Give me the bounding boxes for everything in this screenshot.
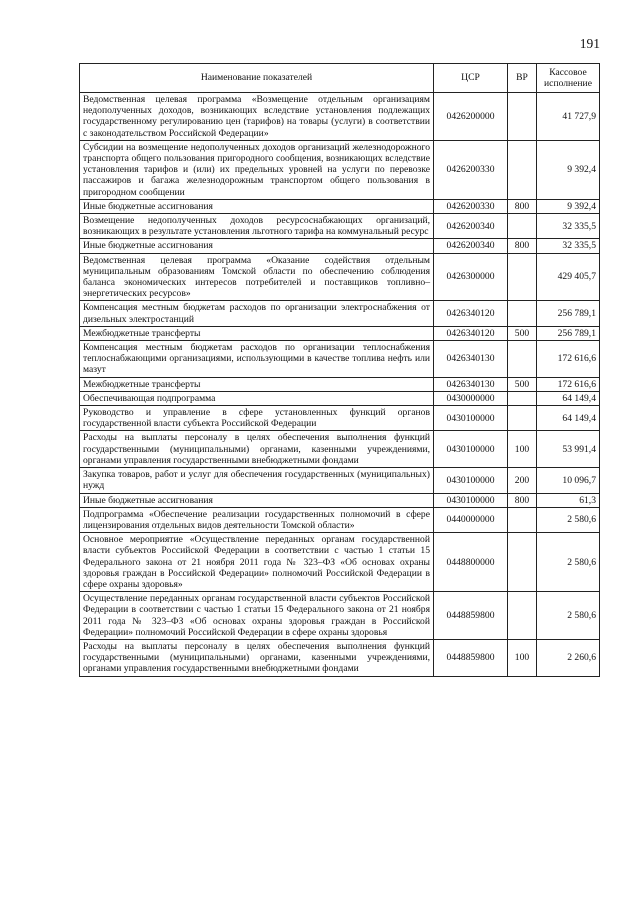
- cell-vr: [508, 533, 537, 592]
- cell-sum: 172 616,6: [537, 377, 600, 391]
- cell-sum: 64 149,4: [537, 406, 600, 431]
- cell-vr: [508, 341, 537, 378]
- cell-name: Расходы на выплаты персоналу в целях обеспечения выполнения функций государственными (муниципальными) органами, казенными учреждениями, органами управления государственными внебюджетными фондами: [80, 431, 434, 468]
- cell-csr: 0426200330: [434, 199, 508, 213]
- page-number: 191: [579, 36, 600, 51]
- cell-vr: [508, 253, 537, 301]
- cell-vr: [508, 214, 537, 239]
- cell-sum: 256 789,1: [537, 326, 600, 340]
- table-row: [80, 239, 600, 253]
- cell-vr: 800: [508, 493, 537, 507]
- cell-name: Осуществление переданных органам государственной власти субъектов Российской Федерации в соответствии с частью 1 статьи 15 Федерального закона от 21 ноября 2011 года № 323–ФЗ «Об основах охраны здоровья граждан в Российской Федерации» полномочий Российской Федерации в сфере охраны здоровья: [80, 592, 434, 640]
- table-row: [80, 377, 600, 391]
- table-row: [80, 93, 600, 141]
- cell-name: Межбюджетные трансферты: [80, 326, 434, 340]
- cell-csr: 0430100000: [434, 431, 508, 468]
- cell-csr: 0426340120: [434, 326, 508, 340]
- table-row: [80, 431, 600, 468]
- cell-vr: [508, 406, 537, 431]
- cell-name: Иные бюджетные ассигнования: [80, 199, 434, 213]
- cell-csr: 0426340130: [434, 341, 508, 378]
- table-row: [80, 391, 600, 405]
- cell-name: Расходы на выплаты персоналу в целях обеспечения выполнения функций государственными (муниципальными) органами, казенными учреждениями, органами управления государственными внебюджетными фондами: [80, 639, 434, 676]
- cell-name: Руководство и управление в сфере установленных функций органов государственной власти субъекта Российской Федерации: [80, 406, 434, 431]
- cell-vr: [508, 140, 537, 199]
- cell-name: Ведомственная целевая программа «Возмещение отдельным организациям недополученных доходов, возникающих вследствие установления подлежащих государственному регулированию цен (тарифов) на товары (услуги) в соответствии с законодательством Российской Федерации»: [80, 93, 434, 141]
- cell-csr: 0448800000: [434, 533, 508, 592]
- header-sum: Кассовое исполнение: [537, 64, 600, 93]
- cell-name: Межбюджетные трансферты: [80, 377, 434, 391]
- cell-vr: 800: [508, 239, 537, 253]
- cell-sum: 172 616,6: [537, 341, 600, 378]
- cell-vr: [508, 592, 537, 640]
- cell-name: Основное мероприятие «Осуществление переданных органам государственной власти субъектов Российской Федерации в соответствии с частью 1 статьи 15 Федерального закона от 21 ноября 2011 года № 323–ФЗ «Об основах охраны здоровья граждан в Российской Федерации» полномочий Российской Федерации в сфере охраны здоровья»: [80, 533, 434, 592]
- cell-csr: 0426200340: [434, 239, 508, 253]
- cell-vr: [508, 507, 537, 532]
- table-row: [80, 214, 600, 239]
- cell-sum: 61,3: [537, 493, 600, 507]
- cell-csr: 0426200000: [434, 93, 508, 141]
- cell-sum: 9 392,4: [537, 199, 600, 213]
- table-row: [80, 341, 600, 378]
- table-row: [80, 406, 600, 431]
- cell-csr: 0426340120: [434, 301, 508, 326]
- cell-sum: 53 991,4: [537, 431, 600, 468]
- table-row: [80, 468, 600, 493]
- cell-csr: 0440000000: [434, 507, 508, 532]
- cell-vr: 500: [508, 377, 537, 391]
- cell-csr: 0430000000: [434, 391, 508, 405]
- cell-vr: [508, 93, 537, 141]
- cell-sum: 32 335,5: [537, 214, 600, 239]
- cell-name: Компенсация местным бюджетам расходов по организации теплоснабжения теплоснабжающими организациями, использующими в качестве топлива нефть или мазут: [80, 341, 434, 378]
- cell-vr: 800: [508, 199, 537, 213]
- cell-name: Субсидии на возмещение недополученных доходов организаций железнодорожного транспорта общего пользования пригородного сообщения, возникающих вследствие установления тарифов и (или) их предельных уровней на услуги по перевозке пассажиров и багажа железнодорожным транспортом общего пользования в пригородном сообщении: [80, 140, 434, 199]
- cell-sum: 9 392,4: [537, 140, 600, 199]
- cell-name: Иные бюджетные ассигнования: [80, 493, 434, 507]
- cell-csr: 0448859800: [434, 592, 508, 640]
- cell-name: Компенсация местным бюджетам расходов по организации электроснабжения от дизельных электростанций: [80, 301, 434, 326]
- table-row: [80, 493, 600, 507]
- cell-name: Иные бюджетные ассигнования: [80, 239, 434, 253]
- header-vr: ВР: [508, 64, 537, 93]
- cell-csr: 0448859800: [434, 639, 508, 676]
- budget-table: [79, 63, 600, 677]
- cell-sum: 429 405,7: [537, 253, 600, 301]
- cell-sum: 2 580,6: [537, 507, 600, 532]
- table-row: [80, 592, 600, 640]
- cell-vr: 200: [508, 468, 537, 493]
- cell-csr: 0426200340: [434, 214, 508, 239]
- table-row: [80, 533, 600, 592]
- cell-csr: 0426200330: [434, 140, 508, 199]
- table-row: [80, 326, 600, 340]
- header-name: Наименование показателей: [80, 64, 434, 93]
- cell-name: Подпрограмма «Обеспечение реализации государственных полномочий в сфере лицензирования отдельных видов деятельности Томской области»: [80, 507, 434, 532]
- cell-name: Обеспечивающая подпрограмма: [80, 391, 434, 405]
- cell-name: Ведомственная целевая программа «Оказание содействия отдельным муниципальным образованиям Томской области по обеспечению соблюдения баланса экономических интересов потребителей и поставщиков топливно–энергетических ресурсов»: [80, 253, 434, 301]
- cell-csr: 0426300000: [434, 253, 508, 301]
- cell-sum: 2 580,6: [537, 592, 600, 640]
- cell-name: Возмещение недополученных доходов ресурсоснабжающих организаций, возникающих в результате установления льготного тарифа на коммунальный ресурс: [80, 214, 434, 239]
- table-header-row: [80, 64, 600, 93]
- cell-csr: 0430100000: [434, 406, 508, 431]
- table-row: [80, 639, 600, 676]
- table-row: [80, 253, 600, 301]
- cell-csr: 0430100000: [434, 493, 508, 507]
- cell-sum: 32 335,5: [537, 239, 600, 253]
- table-row: [80, 507, 600, 532]
- table-row: [80, 199, 600, 213]
- cell-sum: 256 789,1: [537, 301, 600, 326]
- table-row: [80, 140, 600, 199]
- cell-csr: 0430100000: [434, 468, 508, 493]
- cell-csr: 0426340130: [434, 377, 508, 391]
- cell-sum: 41 727,9: [537, 93, 600, 141]
- cell-sum: 2 580,6: [537, 533, 600, 592]
- cell-vr: 100: [508, 431, 537, 468]
- table-row: [80, 301, 600, 326]
- cell-vr: 100: [508, 639, 537, 676]
- cell-sum: 64 149,4: [537, 391, 600, 405]
- header-csr: ЦСР: [434, 64, 508, 93]
- cell-sum: 10 096,7: [537, 468, 600, 493]
- cell-vr: [508, 391, 537, 405]
- cell-sum: 2 260,6: [537, 639, 600, 676]
- cell-vr: [508, 301, 537, 326]
- cell-vr: 500: [508, 326, 537, 340]
- cell-name: Закупка товаров, работ и услуг для обеспечения государственных (муниципальных) нужд: [80, 468, 434, 493]
- table-body: [80, 93, 600, 677]
